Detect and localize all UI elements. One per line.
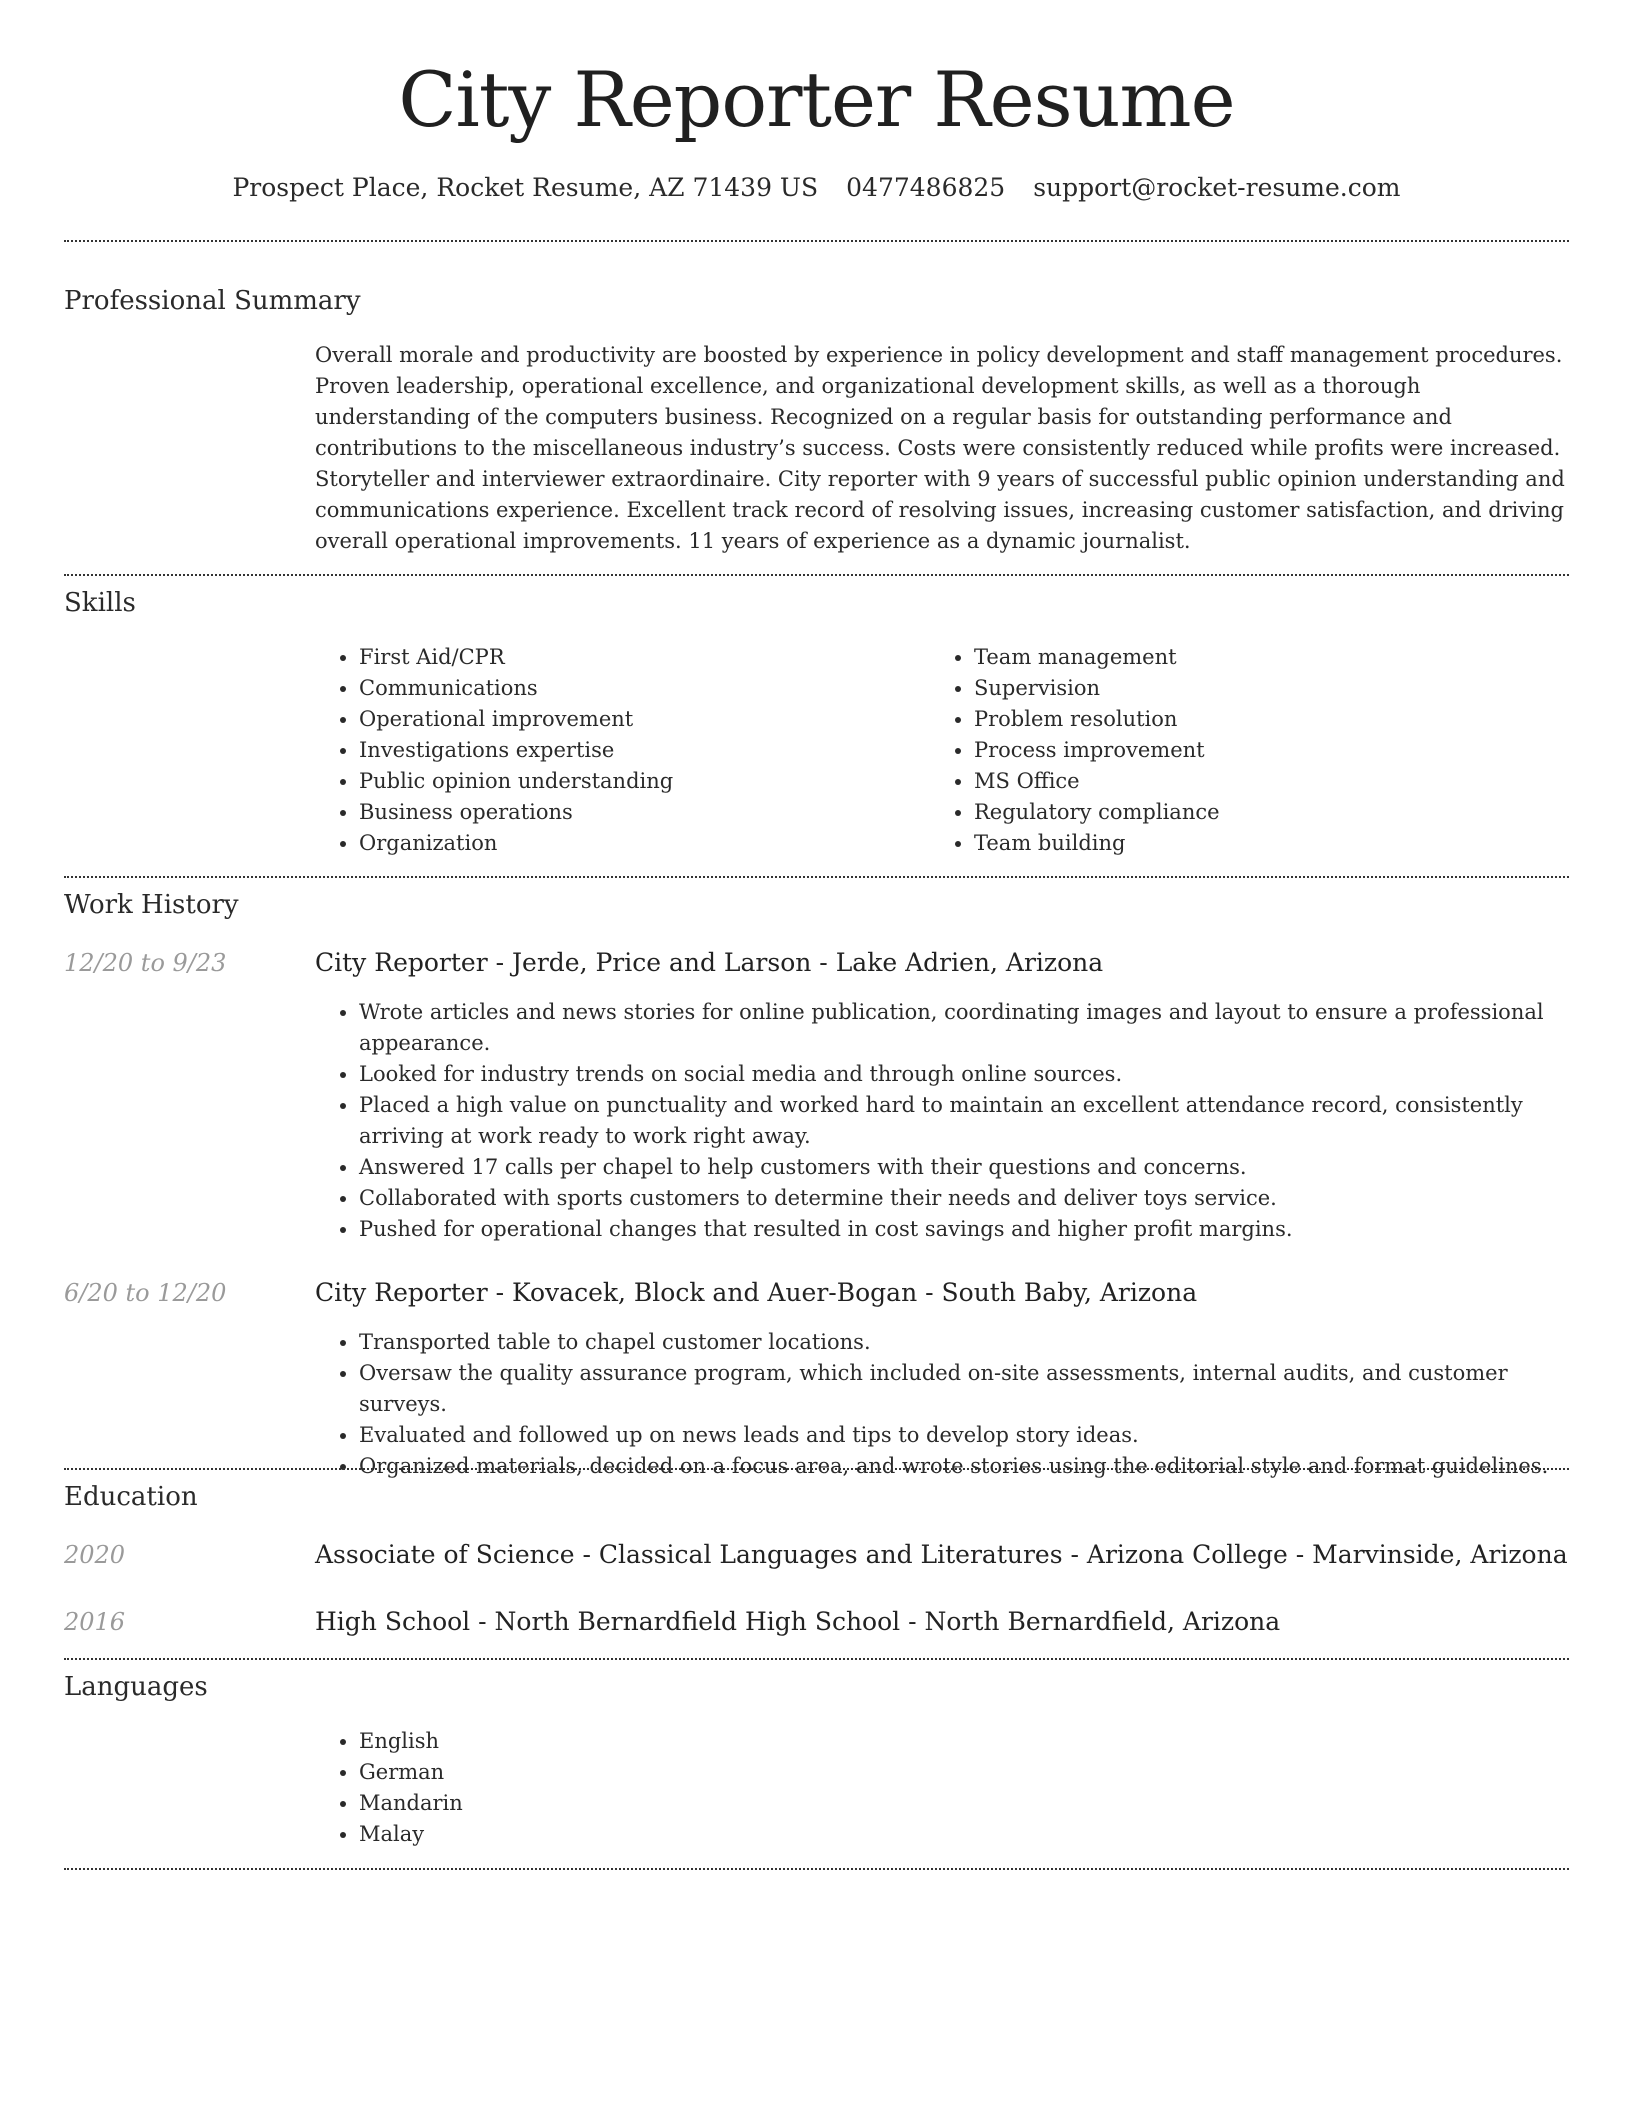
skill-item: • Regulatory compliance	[974, 797, 1530, 828]
skill-item: • Public opinion understanding	[359, 766, 915, 797]
skill-item: • Process improvement	[974, 735, 1530, 766]
contact-phone: 0477486825	[846, 173, 1006, 202]
job-title: City Reporter - Jerde, Price and Larson - Lake Adrien, Arizona	[315, 948, 1104, 977]
contact-email: support@rocket-resume.com	[1033, 173, 1401, 202]
summary-section	[315, 340, 1569, 557]
job-title: City Reporter - Kovacek, Block and Auer-Bogan - South Baby, Arizona	[315, 1278, 1198, 1307]
skill-item: • Business operations	[359, 797, 915, 828]
skills-section	[315, 642, 1569, 862]
contact-address: Prospect Place, Rocket Resume, AZ 71439 US	[232, 173, 819, 202]
job-bullet: • Looked for industry trends on social media and through online sources.	[359, 1059, 1569, 1090]
contact-line	[64, 171, 1569, 205]
job-bullet: • Evaluated and followed up on news leads and tips to develop story ideas.	[359, 1420, 1569, 1451]
divider	[64, 1868, 1569, 1870]
job-bullet: • Placed a high value on punctuality and worked hard to maintain an excellent attendance record, consistently arriving at work ready to work right away.	[359, 1090, 1569, 1152]
education-entry: Associate of Science - Classical Languages and Literatures - Arizona College - Marvinside, Arizona	[315, 1540, 1568, 1569]
job-bullet: • Transported table to chapel customer locations.	[359, 1327, 1569, 1358]
section-heading-skills: Skills	[64, 588, 136, 618]
section-heading-summary: Professional Summary	[64, 286, 361, 316]
skill-item: • Problem resolution	[974, 704, 1530, 735]
language-item: • English	[359, 1726, 1569, 1757]
language-item: • German	[359, 1757, 1569, 1788]
job-bullet: • Answered 17 calls per chapel to help customers with their questions and concerns.	[359, 1152, 1569, 1183]
summary-text: Overall morale and productivity are boosted by experience in policy development and staff management procedures. Proven leadership, operational excellence, and organizational development skills, as well as a thorough understanding of the computers business. Recognized on a regular basis for outstanding performance and contributions to the miscellaneous industry’s success. Costs were consistently reduced while profits were increased. Storyteller and interviewer extraordinaire. City reporter with 9 years of successful public opinion understanding and communications experience. Excellent track record of resolving issues, increasing customer satisfaction, and driving overall operational improvements. 11 years of experience as a dynamic journalist.	[315, 343, 1565, 553]
job-bullet: • Organized materials, decided on a focus area, and wrote stories using the editorial style and format guidelines.	[359, 1451, 1569, 1482]
job-bullet: • Oversaw the quality assurance program, which included on-site assessments, internal audits, and customer surveys.	[359, 1358, 1569, 1420]
skill-item: • Team building	[974, 828, 1530, 859]
job-bullets	[315, 1327, 1569, 1482]
job-bullet: • Wrote articles and news stories for online publication, coordinating images and layout to ensure a professional appearance.	[359, 997, 1569, 1059]
resume-title: City Reporter Resume	[398, 55, 1235, 144]
education-year: 2016	[64, 1608, 126, 1636]
section-heading-languages: Languages	[64, 1672, 208, 1702]
skill-item: • Communications	[359, 673, 915, 704]
skill-item: • First Aid/CPR	[359, 642, 915, 673]
skills-column-right	[930, 642, 1530, 859]
language-item: • Malay	[359, 1819, 1569, 1850]
education-year: 2020	[64, 1541, 126, 1569]
job-bullet: • Collaborated with sports customers to determine their needs and deliver toys service.	[359, 1183, 1569, 1214]
skill-item: • Supervision	[974, 673, 1530, 704]
divider	[64, 574, 1569, 576]
job-dates: 6/20 to 12/20	[64, 1279, 227, 1307]
language-item: • Mandarin	[359, 1788, 1569, 1819]
skills-column-left	[315, 642, 915, 859]
divider	[64, 1468, 1569, 1470]
section-heading-work-history: Work History	[64, 890, 239, 920]
skill-item: • MS Office	[974, 766, 1530, 797]
job-bullets	[315, 997, 1569, 1245]
languages-section	[315, 1726, 1569, 1850]
divider	[64, 876, 1569, 878]
divider	[64, 1658, 1569, 1660]
skill-item: • Organization	[359, 828, 915, 859]
job-bullet: • Pushed for operational changes that resulted in cost savings and higher profit margins.	[359, 1214, 1569, 1245]
skill-item: • Investigations expertise	[359, 735, 915, 766]
divider	[64, 240, 1569, 242]
education-entry: High School - North Bernardfield High School - North Bernardfield, Arizona	[315, 1607, 1281, 1636]
job-dates: 12/20 to 9/23	[64, 949, 227, 977]
skill-item: • Operational improvement	[359, 704, 915, 735]
section-heading-education: Education	[64, 1482, 198, 1512]
skill-item: • Team management	[974, 642, 1530, 673]
